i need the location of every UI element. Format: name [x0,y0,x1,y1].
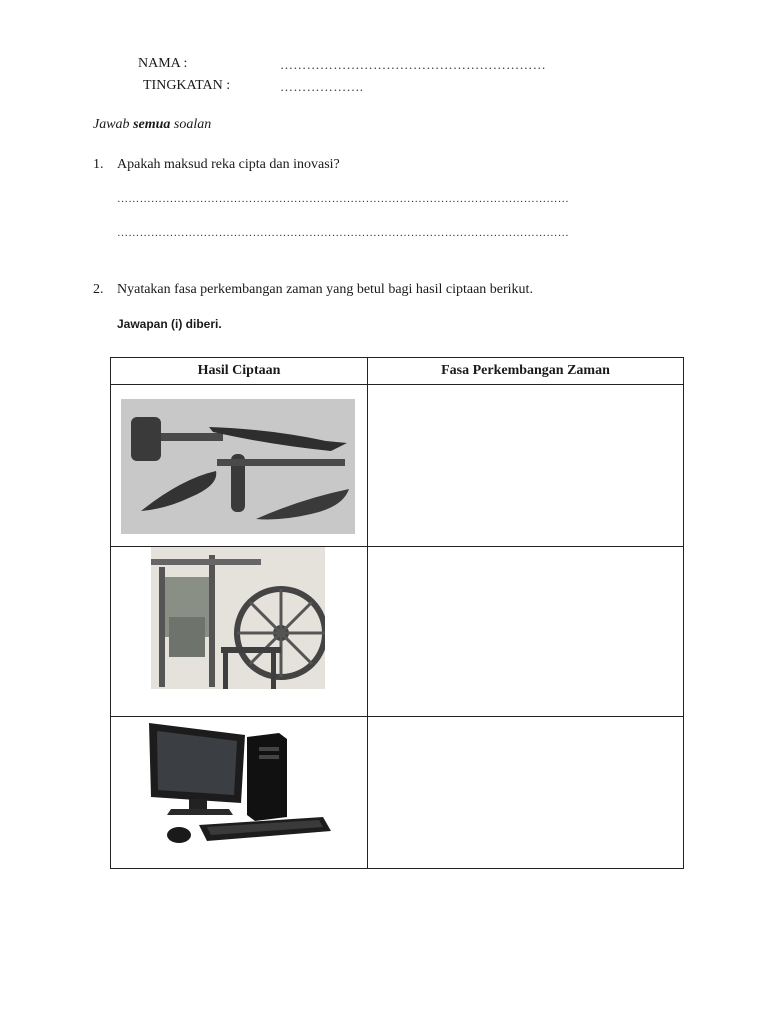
instruction-part3: soalan [170,117,212,132]
header-hasil-ciptaan: Hasil Ciptaan [111,358,368,385]
instruction-part1: Jawab [93,117,134,132]
q2-text: Nyatakan fasa perkembangan zaman yang betul bagi hasil ciptaan berikut. [117,282,533,297]
instruction-emphasis: semua [133,117,171,132]
image-cell-desktop-computer [111,717,368,869]
instruction [93,117,211,133]
q1-answer-line-1[interactable]: ………………………………………………………………………………………………………… [117,193,569,205]
q2-note: Jawapan (i) diberi. [117,317,222,331]
nama-label: NAMA : [138,56,188,71]
answer-cell-1[interactable] [368,385,684,547]
header-fasa-perkembangan: Fasa Perkembangan Zaman [368,358,684,385]
image-cell-industrial-machine [111,547,368,717]
table-row [111,717,684,869]
answer-cell-3[interactable] [368,717,684,869]
q2-number: 2. [93,282,104,297]
table-header-row [111,358,684,385]
stone-tools-image [121,399,355,534]
tingkatan-answer-line[interactable]: ………………. [280,79,364,94]
desktop-computer-image [137,717,341,857]
q1-number: 1. [93,157,104,172]
table-row [111,385,684,547]
nama-answer-line[interactable]: …………………………………………………… [280,57,546,72]
tingkatan-label: TINGKATAN : [143,78,231,93]
industrial-machine-image [151,547,325,689]
answer-table [110,357,684,869]
q1-answer-line-2[interactable]: ………………………………………………………………………………………………………… [117,227,569,239]
image-cell-stone-tools [111,385,368,547]
answer-cell-2[interactable] [368,547,684,717]
table-row [111,547,684,717]
q1-text: Apakah maksud reka cipta dan inovasi? [117,157,340,172]
